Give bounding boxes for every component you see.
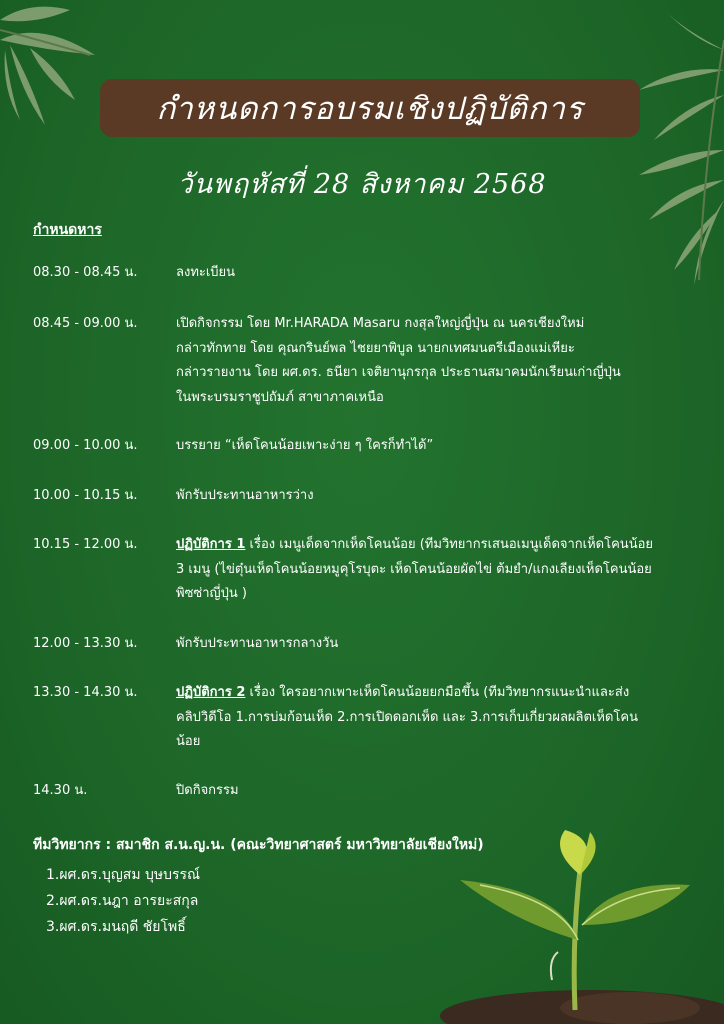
- schedule-time: 14.30 น.: [33, 783, 88, 798]
- schedule-time: 08.30 - 08.45 น.: [33, 265, 138, 280]
- schedule-time: 08.45 - 09.00 น.: [33, 316, 138, 331]
- speaker-item: 2.ผศ.ดร.นฎา อารยะสกุล: [46, 893, 199, 909]
- schedule-description: ลงทะเบียน: [176, 265, 236, 280]
- schedule-description: บรรยาย “เห็ดโคนน้อยเพาะง่าย ๆ ใครก็ทำได้”: [176, 438, 434, 453]
- workshop-label: ปฏิบัติการ 2: [176, 685, 246, 700]
- schedule-description: ปฏิบัติการ 2 เรื่อง ใครอยากเพาะเห็ดโคนน้อยยกมือขึ้น (ทีมวิทยากรแนะนำและส่ง คลิปวิดีโอ 1.การบ่มก้อนเห็ด 2.การเปิดดอกเห็ด และ 3.การเก็บเกี่ยวผลผลิตเห็ดโคน น้อย: [176, 685, 638, 749]
- schedule-time: 10.00 - 10.15 น.: [33, 488, 138, 503]
- schedule-time: 12.00 - 13.30 น.: [33, 636, 138, 651]
- page-title: กำหนดการอบรมเชิงปฏิบัติการ: [156, 91, 584, 127]
- schedule-description: พักรับประทานอาหารกลางวัน: [176, 636, 339, 651]
- schedule-time: 09.00 - 10.00 น.: [33, 438, 138, 453]
- event-date: วันพฤหัสที่ 28 สิงหาคม 2568: [177, 169, 547, 200]
- leaf-branch-top-right-icon: [634, 10, 724, 290]
- workshop-label: ปฏิบัติการ 1: [176, 537, 246, 552]
- speakers-heading: ทีมวิทยากร : สมาชิก ส.น.ญ.น. (คณะวิทยาศาสตร์ มหาวิทยาลัยเชียงใหม่): [33, 837, 484, 853]
- schedule-time: 13.30 - 14.30 น.: [33, 685, 138, 700]
- schedule-description: ปิดกิจกรรม: [176, 783, 239, 798]
- speaker-item: 3.ผศ.ดร.มนฤดี ชัยโพธิ์: [46, 919, 186, 935]
- seedling-plant-icon: [440, 830, 724, 1024]
- schedule-heading: กำหนดหาร: [33, 222, 102, 238]
- schedule-description: ปฏิบัติการ 1 เรื่อง เมนูเด็ดจากเห็ดโคนน้อย (ทีมวิทยากรเสนอเมนูเด็ดจากเห็ดโคนน้อย 3 เมนู (ไข่ตุ๋นเห็ดโคนน้อยหมูคุโรบุตะ เห็ดโคนน้อยผัดไข่ ต้มยำ/แกงเลียงเห็ดโคนน้อย พิซซ่าญี่ปุ่น ): [176, 537, 654, 601]
- title-banner: [100, 79, 640, 137]
- leaf-branch-top-left-icon: [0, 0, 110, 135]
- speaker-item: 1.ผศ.ดร.บุญสม บุษบรรณ์: [46, 867, 201, 883]
- schedule-description: เปิดกิจกรรม โดย Mr.HARADA Masaru กงสุลใหญ่ญี่ปุ่น ณ นครเชียงใหม่ กล่าวทักทาย โดย คุณกรินย์พล ไชยยาพิบูล นายกเทศมนตรีเมืองแม่เหียะ กล่าวรายงาน โดย ผศ.ดร. ธนียา เจติยานุกรกุล ประธานสมาคมนักเรียนเก่าญี่ปุ่น ในพระบรมราชูปถัมภ์ สาขาภาคเหนือ: [176, 316, 621, 405]
- schedule-description: พักรับประทานอาหารว่าง: [176, 488, 314, 503]
- schedule-time: 10.15 - 12.00 น.: [33, 537, 138, 552]
